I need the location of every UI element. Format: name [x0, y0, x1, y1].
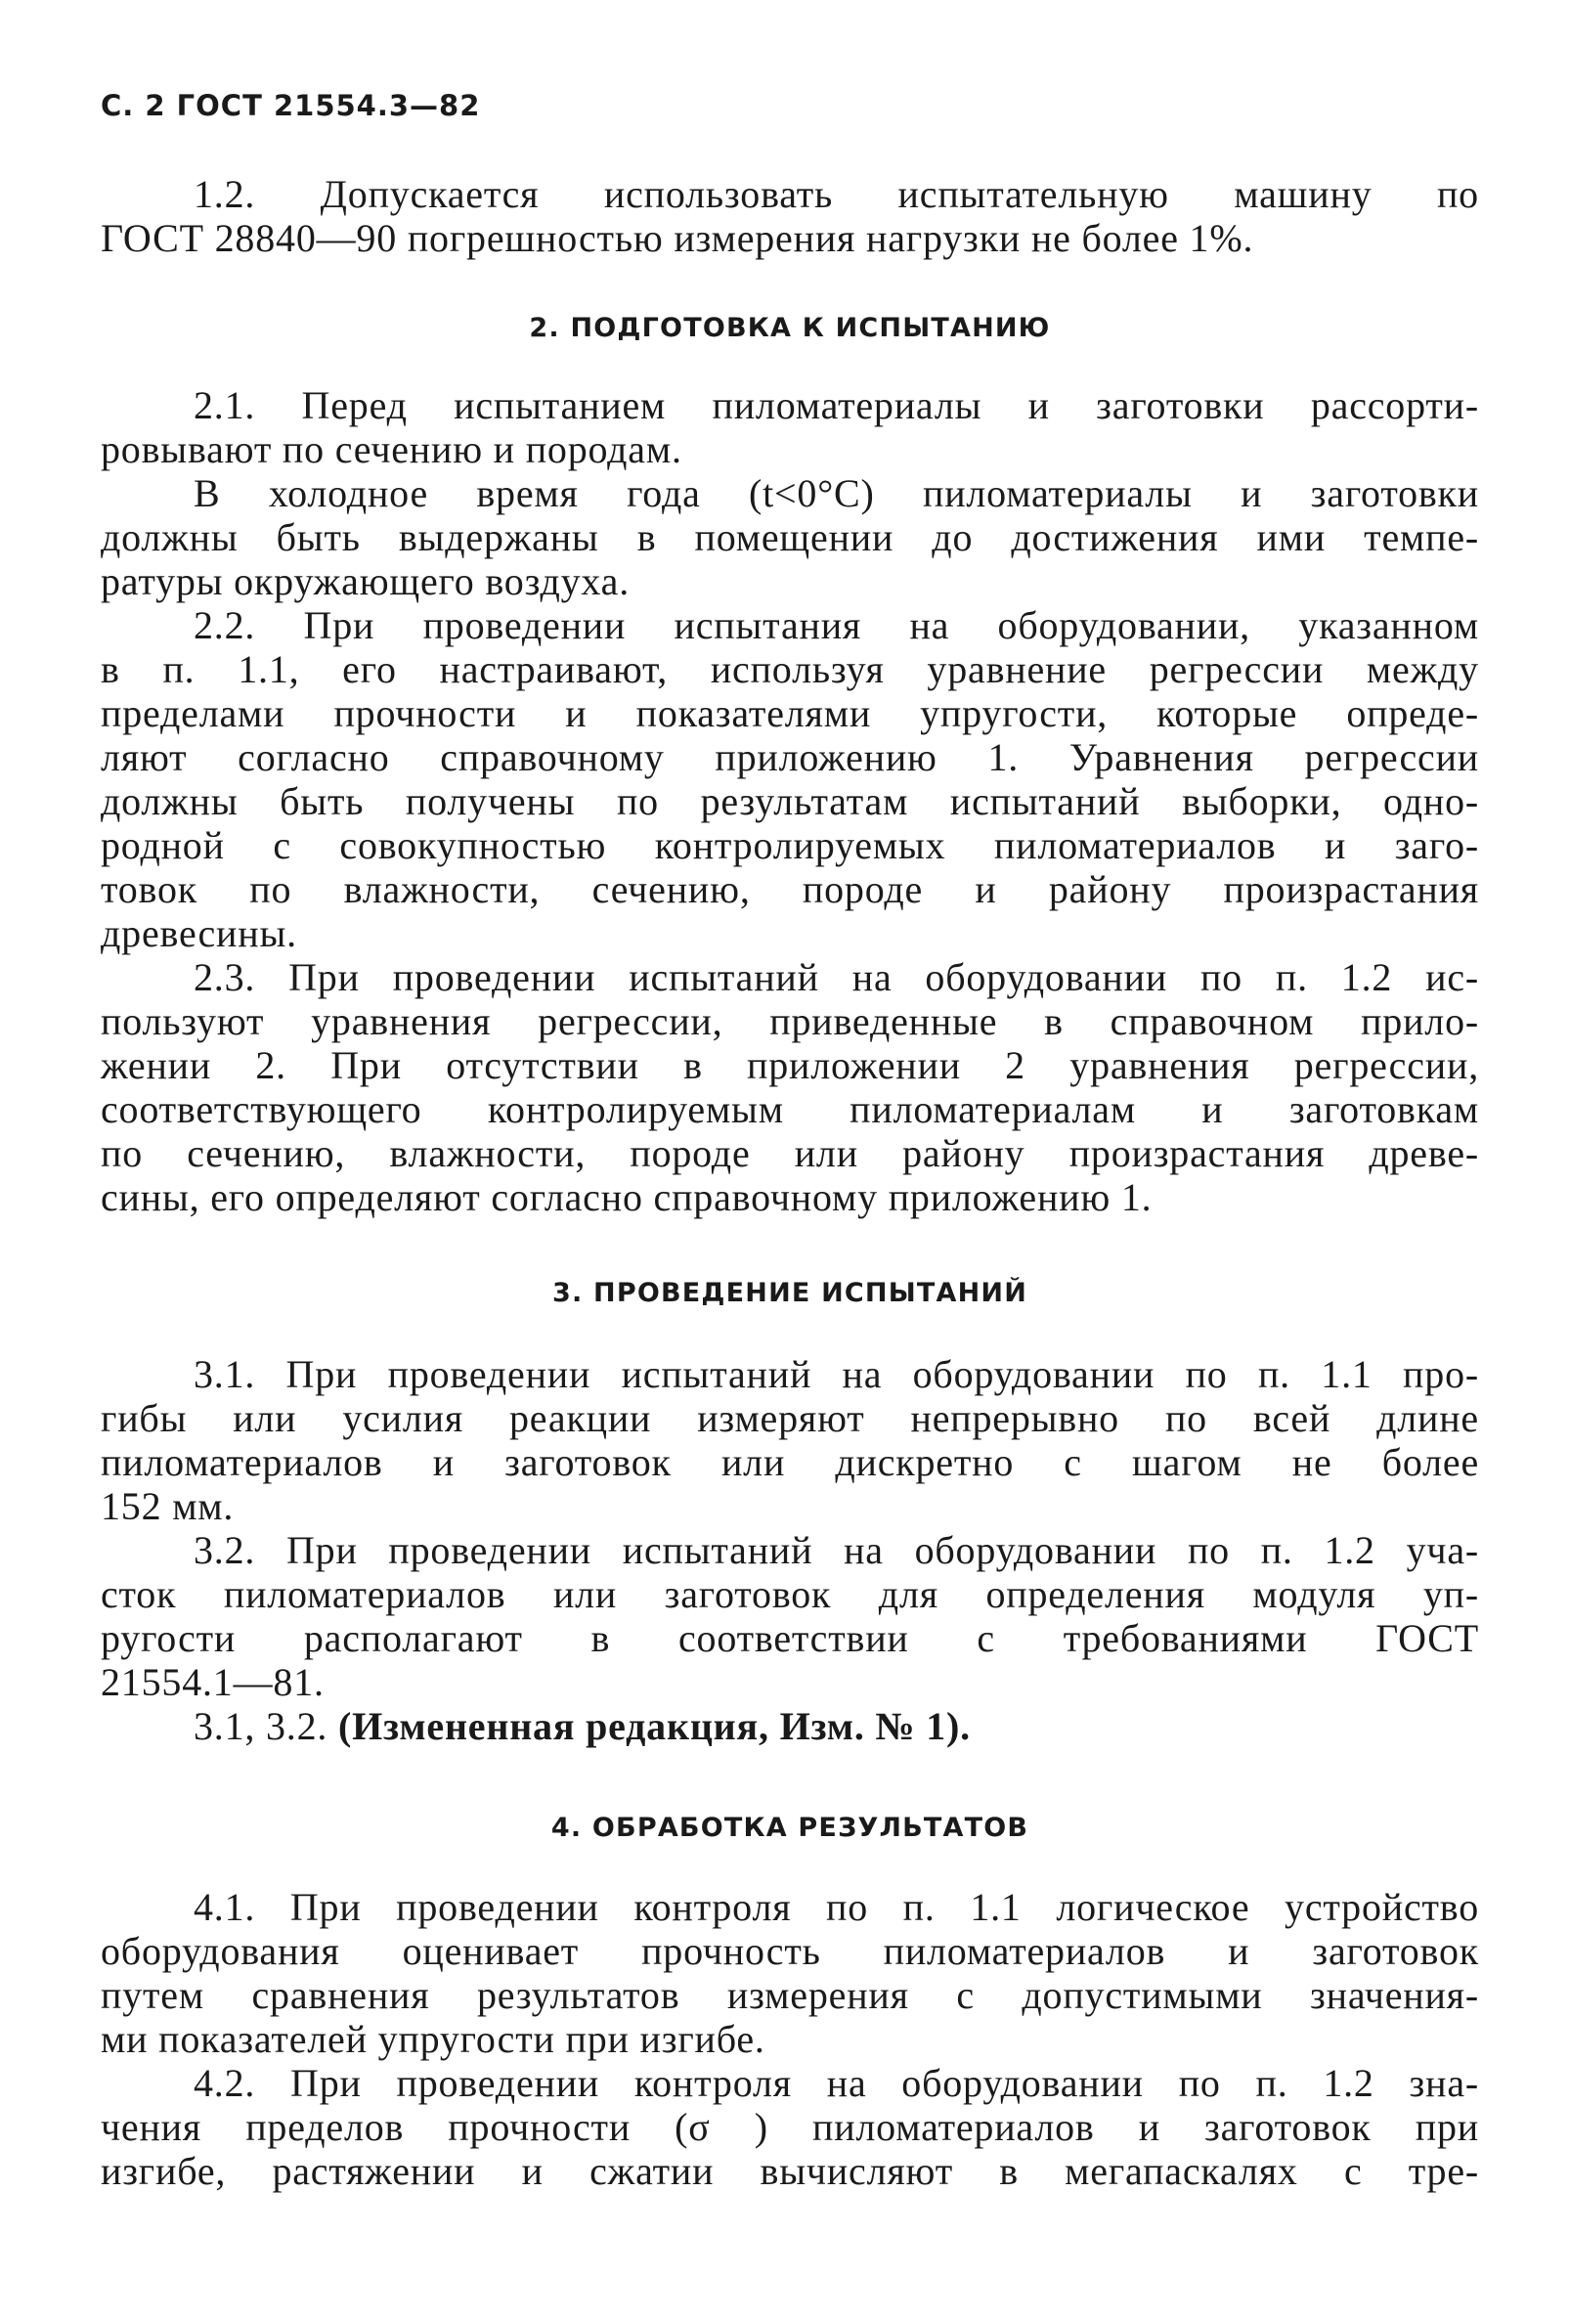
paragraph-4-2 [101, 2061, 1479, 2193]
paragraph-1-2 [101, 172, 1479, 260]
paragraph-4-1 [101, 1885, 1479, 2061]
text-line: товок по влажности, сечению, породе и району произрастания [101, 867, 1479, 911]
section-4-heading: 4. ОБРАБОТКА РЕЗУЛЬТАТОВ [550, 1813, 1029, 1843]
document-page [101, 88, 1479, 2193]
text-line: жении 2. При отсутствии в приложении 2 уравнения регрессии, [101, 1043, 1479, 1087]
text-line: 4.2. При проведении контроля на оборудовании по п. 1.2 зна- [194, 2061, 1479, 2105]
text-line: 3.1. При проведении испытаний на оборудовании по п. 1.1 про- [194, 1352, 1479, 1396]
text-line: пиломатериалов и заготовок или дискретно с шагом не более [101, 1440, 1479, 1484]
text-line: ляют согласно справочному приложению 1. Уравнения регрессии [101, 735, 1479, 779]
text-line: древесины. [101, 911, 297, 955]
text-line: ГОСТ 28840—90 погрешностью измерения нагрузки не более 1%. [101, 216, 1254, 260]
paragraph-3-2 [101, 1528, 1479, 1704]
paragraph-2-1 [101, 383, 1479, 471]
text-line: 1.2. Допускается использовать испытательную машину по [194, 172, 1479, 216]
text-line: ми показателей упругости при изгибе. [101, 2017, 765, 2061]
text-line: в п. 1.1, его настраивают, используя уравнение регрессии между [101, 647, 1479, 691]
running-head: С. 2 ГОСТ 21554.3—82 [101, 89, 481, 122]
text-line: должны быть получены по результатам испытаний выборки, одно- [101, 779, 1479, 823]
amendment-text: (Измененная редакция, Изм. № 1). [338, 1704, 971, 1748]
amendment-clauses: 3.1, 3.2. [194, 1704, 338, 1748]
text-line: 4.1. При проведении контроля по п. 1.1 логическое устройство [194, 1885, 1479, 1929]
text-line: сины, его определяют согласно справочному приложению 1. [101, 1175, 1153, 1219]
text-line: ругости располагают в соответствии с требованиями ГОСТ [101, 1616, 1479, 1660]
paragraph-2-1-cold-season [101, 471, 1479, 603]
text-line: пределами прочности и показателями упругости, которые опреде- [101, 691, 1479, 735]
text-line: гибы или усилия реакции измеряют непрерывно по всей длине [101, 1396, 1479, 1440]
text-line: родной с совокупностью контролируемых пиломатериалов и заго- [101, 823, 1479, 867]
text-line: должны быть выдержаны в помещении до достижения ими темпе- [101, 515, 1479, 559]
text-line: 152 мм. [101, 1484, 235, 1528]
text-line: чения пределов прочности (σ ) пиломатериалов и заготовок при [101, 2105, 1479, 2149]
amendment-note [101, 1704, 1479, 1748]
text-line: 2.2. При проведении испытания на оборудовании, указанном [194, 603, 1479, 647]
paragraph-3-1 [101, 1352, 1479, 1528]
text-line: сток пиломатериалов или заготовок для определения модуля уп- [101, 1572, 1479, 1616]
paragraph-2-3 [101, 955, 1479, 1219]
text-line: пользуют уравнения регрессии, приведенные в справочном прило- [101, 999, 1479, 1043]
text-line: ровывают по сечению и породам. [101, 427, 682, 471]
text-line: оборудования оценивает прочность пиломатериалов и заготовок [101, 1929, 1479, 1973]
text-line: по сечению, влажности, породе или району произрастания древе- [101, 1131, 1479, 1175]
section-3-heading: 3. ПРОВЕДЕНИЕ ИСПЫТАНИЙ [551, 1278, 1028, 1308]
paragraph-2-2 [101, 603, 1479, 955]
text-line [101, 1704, 1479, 1748]
text-line: 3.2. При проведении испытаний на оборудовании по п. 1.2 уча- [194, 1528, 1479, 1572]
text-line: 21554.1—81. [101, 1660, 325, 1704]
text-line: 2.1. Перед испытанием пиломатериалы и заготовки рассорти- [194, 383, 1479, 427]
text-line: 2.3. При проведении испытаний на оборудовании по п. 1.2 ис- [194, 955, 1479, 999]
text-line: соответствующего контролируемым пиломатериалам и заготовкам [101, 1087, 1479, 1131]
section-2-heading: 2. ПОДГОТОВКА К ИСПЫТАНИЮ [529, 313, 1051, 343]
text-line: ратуры окружающего воздуха. [101, 559, 631, 603]
text-line: изгибе, растяжении и сжатии вычисляют в мегапаскалях с тре- [101, 2149, 1479, 2193]
text-line: путем сравнения результатов измерения с допустимыми значения- [101, 1973, 1479, 2017]
text-line: В холодное время года (t<0°С) пиломатериалы и заготовки [194, 471, 1479, 515]
